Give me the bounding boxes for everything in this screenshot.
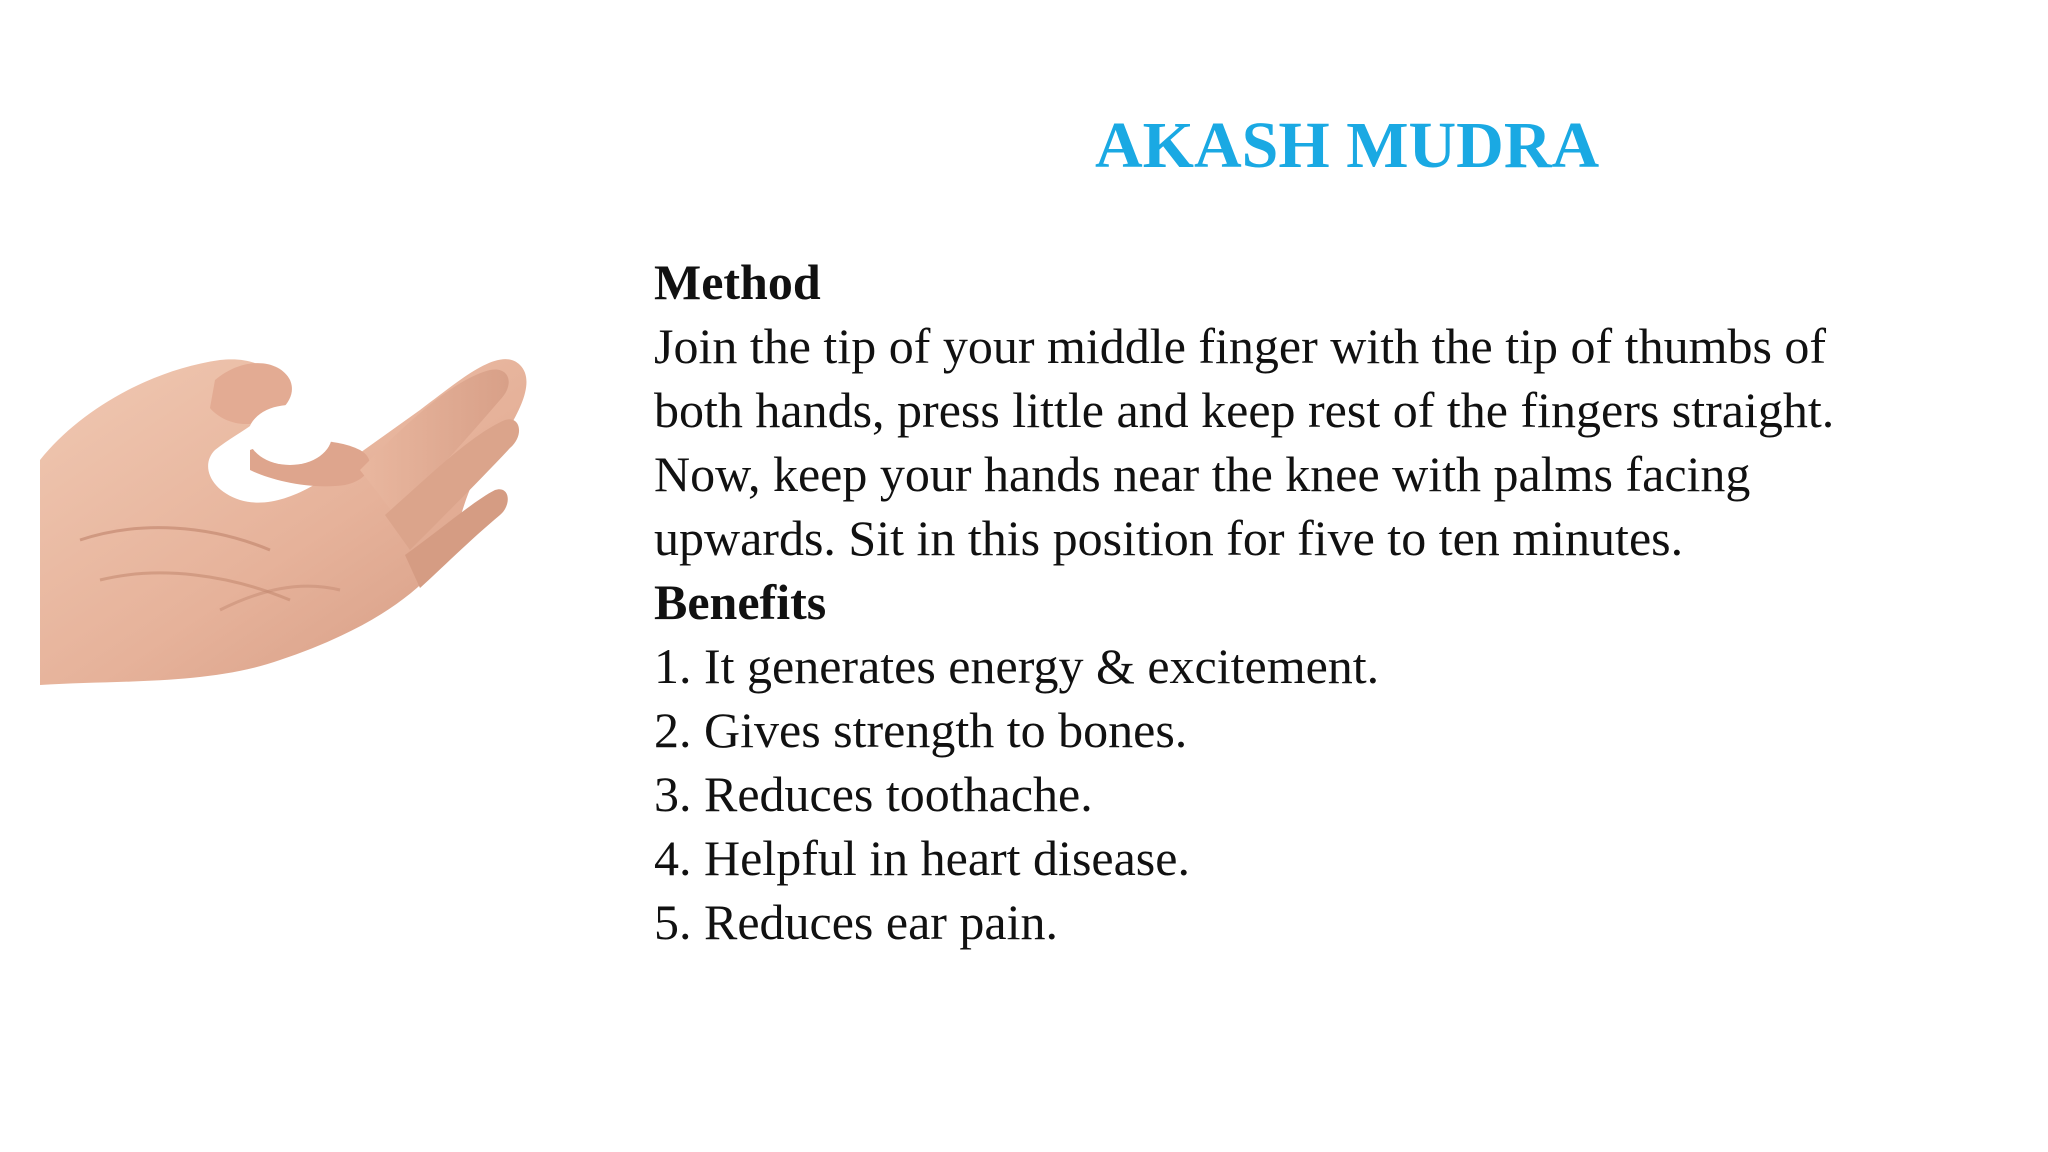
page-title: AKASH MUDRA xyxy=(1095,109,1600,182)
benefit-item: 2. Gives strength to bones. xyxy=(654,702,1188,758)
hand-mudra-icon xyxy=(40,340,640,820)
method-line: Join the tip of your middle finger with the tip of thumbs of xyxy=(654,318,1827,374)
method-line: upwards. Sit in this position for five to ten minutes. xyxy=(654,510,1684,566)
method-line: both hands, press little and keep rest of the fingers straight. xyxy=(654,382,1835,438)
benefit-item: 5. Reduces ear pain. xyxy=(654,894,1059,950)
method-line: Now, keep your hands near the knee with palms facing xyxy=(654,446,1751,502)
benefits-heading: Benefits xyxy=(654,574,827,630)
benefits-list xyxy=(654,634,1984,954)
method-text xyxy=(654,314,1984,570)
benefit-item: 3. Reduces toothache. xyxy=(654,766,1093,822)
content-block xyxy=(654,250,1984,954)
method-heading: Method xyxy=(654,254,821,310)
benefit-item: 4. Helpful in heart disease. xyxy=(654,830,1190,886)
benefit-item: 1. It generates energy & excitement. xyxy=(654,638,1380,694)
